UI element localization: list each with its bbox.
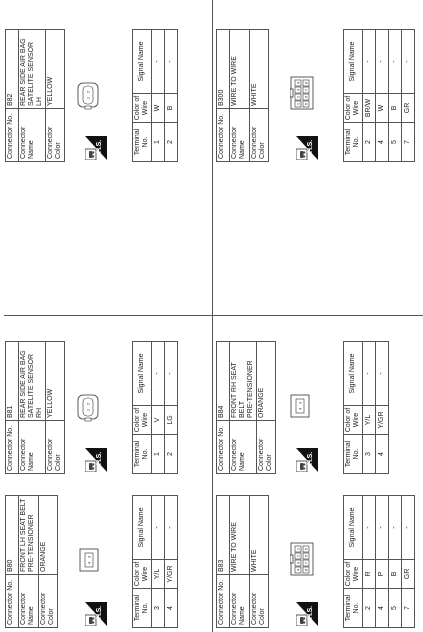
signal-name: -	[152, 496, 165, 560]
table-row	[389, 496, 402, 628]
terminal-number: 5	[389, 589, 402, 628]
table-row	[165, 342, 178, 474]
table-row	[152, 342, 165, 474]
pin-number: 2	[295, 95, 301, 99]
wire-color-header: Color of Wire	[344, 560, 363, 589]
vertical-divider	[4, 315, 423, 316]
hs-badge-icon	[296, 448, 318, 472]
connector-face-icon	[79, 548, 99, 572]
hs-label: H.S.	[96, 140, 103, 153]
signal-name: -	[165, 496, 178, 560]
connector-name-label: Connector Name	[230, 421, 257, 474]
connector-header-table	[5, 341, 65, 474]
signal-name: -	[402, 30, 415, 94]
hs-badge-icon	[85, 602, 107, 626]
pin-number: 8	[303, 81, 309, 85]
terminal-number: 2	[363, 123, 376, 162]
hs-label: H.S.	[307, 452, 314, 465]
hs-badge-icon	[296, 602, 318, 626]
pin-number: 1	[85, 408, 91, 412]
terminal-number: 5	[389, 123, 402, 162]
table-row	[363, 496, 376, 628]
pin-number: 6	[303, 95, 309, 99]
connector-name-label: Connector Name	[19, 421, 46, 474]
connector-face-icon	[290, 542, 314, 576]
signal-name-header: Signal Name	[133, 30, 152, 94]
wire-color: B	[389, 560, 402, 589]
wire-color-header: Color of Wire	[133, 406, 152, 435]
signal-name: -	[402, 496, 415, 560]
pin-number: 5	[303, 547, 309, 551]
pin-number: 2	[85, 402, 91, 406]
pin-number: 1	[295, 102, 301, 106]
hs-label: H.S.	[307, 140, 314, 153]
table-row	[389, 30, 402, 162]
wire-color: Y/L	[363, 406, 376, 435]
signal-name: -	[376, 342, 389, 406]
wire-color: Y/GR	[376, 406, 389, 435]
wire-color: V	[152, 406, 165, 435]
terminal-number: 2	[165, 435, 178, 474]
pin-number: 2	[85, 90, 91, 94]
signal-name: -	[389, 30, 402, 94]
connector-name-value: WIRE TO WIRE	[230, 496, 250, 575]
connector-no-value: B84	[217, 342, 230, 421]
connector-block-b80	[5, 495, 210, 628]
wire-color: B	[165, 94, 178, 123]
signal-name: -	[376, 30, 389, 94]
connector-name-value: REAR SIDE AIR BAG SATELITE SENSOR RH	[19, 342, 46, 421]
connector-face-icon	[290, 394, 310, 418]
connector-color-label: Connector Color	[39, 575, 58, 628]
wire-color-header: Color of Wire	[133, 560, 152, 589]
pin-number: 5	[303, 102, 309, 106]
wire-color-header: Color of Wire	[133, 94, 152, 123]
connector-name-label: Connector Name	[19, 109, 46, 162]
connector-no-value: B82	[6, 30, 19, 109]
signal-name: -	[389, 496, 402, 560]
terminal-table	[132, 341, 178, 474]
connector-color-value: ORANGE	[39, 496, 58, 575]
pin-number: 3	[297, 401, 303, 405]
connector-name-value: REAR SIDE AIR BAG SATELITE SENSOR LH	[19, 30, 46, 109]
terminal-number: 1	[152, 123, 165, 162]
pin-number: 7	[303, 561, 309, 565]
connector-color-value: YELLOW	[46, 342, 65, 421]
terminal-table	[132, 495, 178, 628]
table-row	[402, 30, 415, 162]
terminal-number: 4	[376, 123, 389, 162]
connector-name-label: Connector Name	[230, 575, 250, 628]
pin-number: 8	[303, 568, 309, 572]
signal-name: -	[376, 496, 389, 560]
table-row	[165, 496, 178, 628]
connector-name-value: FRONT LH SEAT BELT PRE-TENSIONER	[19, 496, 39, 575]
terminal-table	[132, 29, 178, 162]
hs-badge-icon	[296, 136, 318, 160]
table-row	[376, 342, 389, 474]
connector-block-b300	[216, 29, 421, 162]
terminal-no-header: Terminal No.	[133, 589, 152, 628]
terminal-table	[343, 341, 389, 474]
connector-block-b84	[216, 341, 421, 474]
connector-no-label: Connector No.	[6, 109, 19, 162]
connector-face-icon	[77, 392, 99, 422]
connector-face-icon	[290, 76, 314, 110]
signal-name: -	[363, 496, 376, 560]
pin-number: 6	[303, 554, 309, 558]
pin-number: 3	[295, 88, 301, 92]
connector-no-label: Connector No.	[6, 421, 19, 474]
signal-name-header: Signal Name	[133, 342, 152, 406]
connector-color-label: Connector Color	[257, 421, 276, 474]
terminal-no-header: Terminal No.	[344, 123, 363, 162]
connector-no-label: Connector No.	[217, 421, 230, 474]
connector-no-value: B83	[217, 496, 230, 575]
wire-color: W	[152, 94, 165, 123]
wire-color: GR	[402, 560, 415, 589]
connector-name-value: WIRE TO WIRE	[230, 30, 250, 109]
pin-number: 4	[295, 568, 301, 572]
connector-no-label: Connector No.	[6, 575, 19, 628]
terminal-no-header: Terminal No.	[133, 123, 152, 162]
terminal-no-header: Terminal No.	[133, 435, 152, 474]
connector-color-value: ORANGE	[257, 342, 276, 421]
terminal-table	[343, 29, 415, 162]
terminal-no-header: Terminal No.	[344, 435, 363, 474]
connector-header-table	[5, 29, 65, 162]
hs-badge-icon	[85, 448, 107, 472]
wire-color: P	[376, 560, 389, 589]
connector-no-value: B80	[6, 496, 19, 575]
table-row	[363, 30, 376, 162]
signal-name-header: Signal Name	[344, 342, 363, 406]
connector-no-label: Connector No.	[217, 575, 230, 628]
connector-face-icon	[77, 80, 99, 110]
terminal-number: 2	[363, 589, 376, 628]
terminal-number: 7	[402, 123, 415, 162]
signal-name: -	[165, 30, 178, 94]
connector-color-label: Connector Color	[46, 109, 65, 162]
connector-color-label: Connector Color	[250, 575, 269, 628]
terminal-number: 4	[165, 589, 178, 628]
connector-no-label: Connector No.	[217, 109, 230, 162]
connector-color-label: Connector Color	[250, 109, 269, 162]
pin-number: 3	[295, 561, 301, 565]
pin-number: 7	[303, 88, 309, 92]
signal-name-header: Signal Name	[344, 496, 363, 560]
hs-label: H.S.	[96, 452, 103, 465]
connector-no-value: B300	[217, 30, 230, 109]
horizontal-divider	[212, 0, 213, 632]
wire-color: W	[376, 94, 389, 123]
connector-color-label: Connector Color	[46, 421, 65, 474]
connector-name-label: Connector Name	[19, 575, 39, 628]
connector-color-value: YELLOW	[46, 30, 65, 109]
connector-color-value: WHITE	[250, 30, 269, 109]
wire-color: GR	[402, 94, 415, 123]
signal-name: -	[363, 30, 376, 94]
wire-color-header: Color of Wire	[344, 94, 363, 123]
table-row	[376, 30, 389, 162]
terminal-number: 1	[152, 435, 165, 474]
table-row	[402, 496, 415, 628]
wire-color: Y/GR	[165, 560, 178, 589]
signal-name-header: Signal Name	[133, 496, 152, 560]
signal-name: -	[152, 342, 165, 406]
connector-no-value: B81	[6, 342, 19, 421]
connector-header-table	[216, 341, 276, 474]
pin-number: 1	[295, 547, 301, 551]
connector-header-table	[216, 495, 269, 628]
wire-color: LG	[165, 406, 178, 435]
wire-color-header: Color of Wire	[344, 406, 363, 435]
signal-name-header: Signal Name	[344, 30, 363, 94]
connector-header-table	[216, 29, 269, 162]
terminal-table	[343, 495, 415, 628]
table-row	[376, 496, 389, 628]
terminal-number: 2	[165, 123, 178, 162]
pin-number: 3	[86, 555, 92, 559]
wire-color: Y/L	[152, 560, 165, 589]
signal-name: -	[152, 30, 165, 94]
connector-name-value: FRONT RH SEAT BELT PRE-TENSIONER	[230, 342, 257, 421]
signal-name: -	[363, 342, 376, 406]
pin-number: 4	[297, 407, 303, 411]
terminal-no-header: Terminal No.	[344, 589, 363, 628]
terminal-number: 7	[402, 589, 415, 628]
table-row	[152, 30, 165, 162]
terminal-number: 3	[152, 589, 165, 628]
terminal-number: 4	[376, 435, 389, 474]
hs-label: H.S.	[307, 606, 314, 619]
pin-number: 4	[86, 561, 92, 565]
wire-color: B	[389, 94, 402, 123]
terminal-number: 4	[376, 589, 389, 628]
hs-label: H.S.	[96, 606, 103, 619]
connector-block-b83	[216, 495, 421, 628]
connector-header-table	[5, 495, 58, 628]
hs-badge-icon	[85, 136, 107, 160]
pin-number: 2	[295, 554, 301, 558]
connector-block-b82	[5, 29, 210, 162]
wire-color: BR/W	[363, 94, 376, 123]
table-row	[363, 342, 376, 474]
pin-number: 1	[85, 96, 91, 100]
table-row	[152, 496, 165, 628]
terminal-number: 3	[363, 435, 376, 474]
connector-name-label: Connector Name	[230, 109, 250, 162]
connector-block-b81	[5, 341, 210, 474]
signal-name: -	[165, 342, 178, 406]
wire-color: R	[363, 560, 376, 589]
pin-number: 4	[295, 81, 301, 85]
table-row	[165, 30, 178, 162]
connector-color-value: WHITE	[250, 496, 269, 575]
